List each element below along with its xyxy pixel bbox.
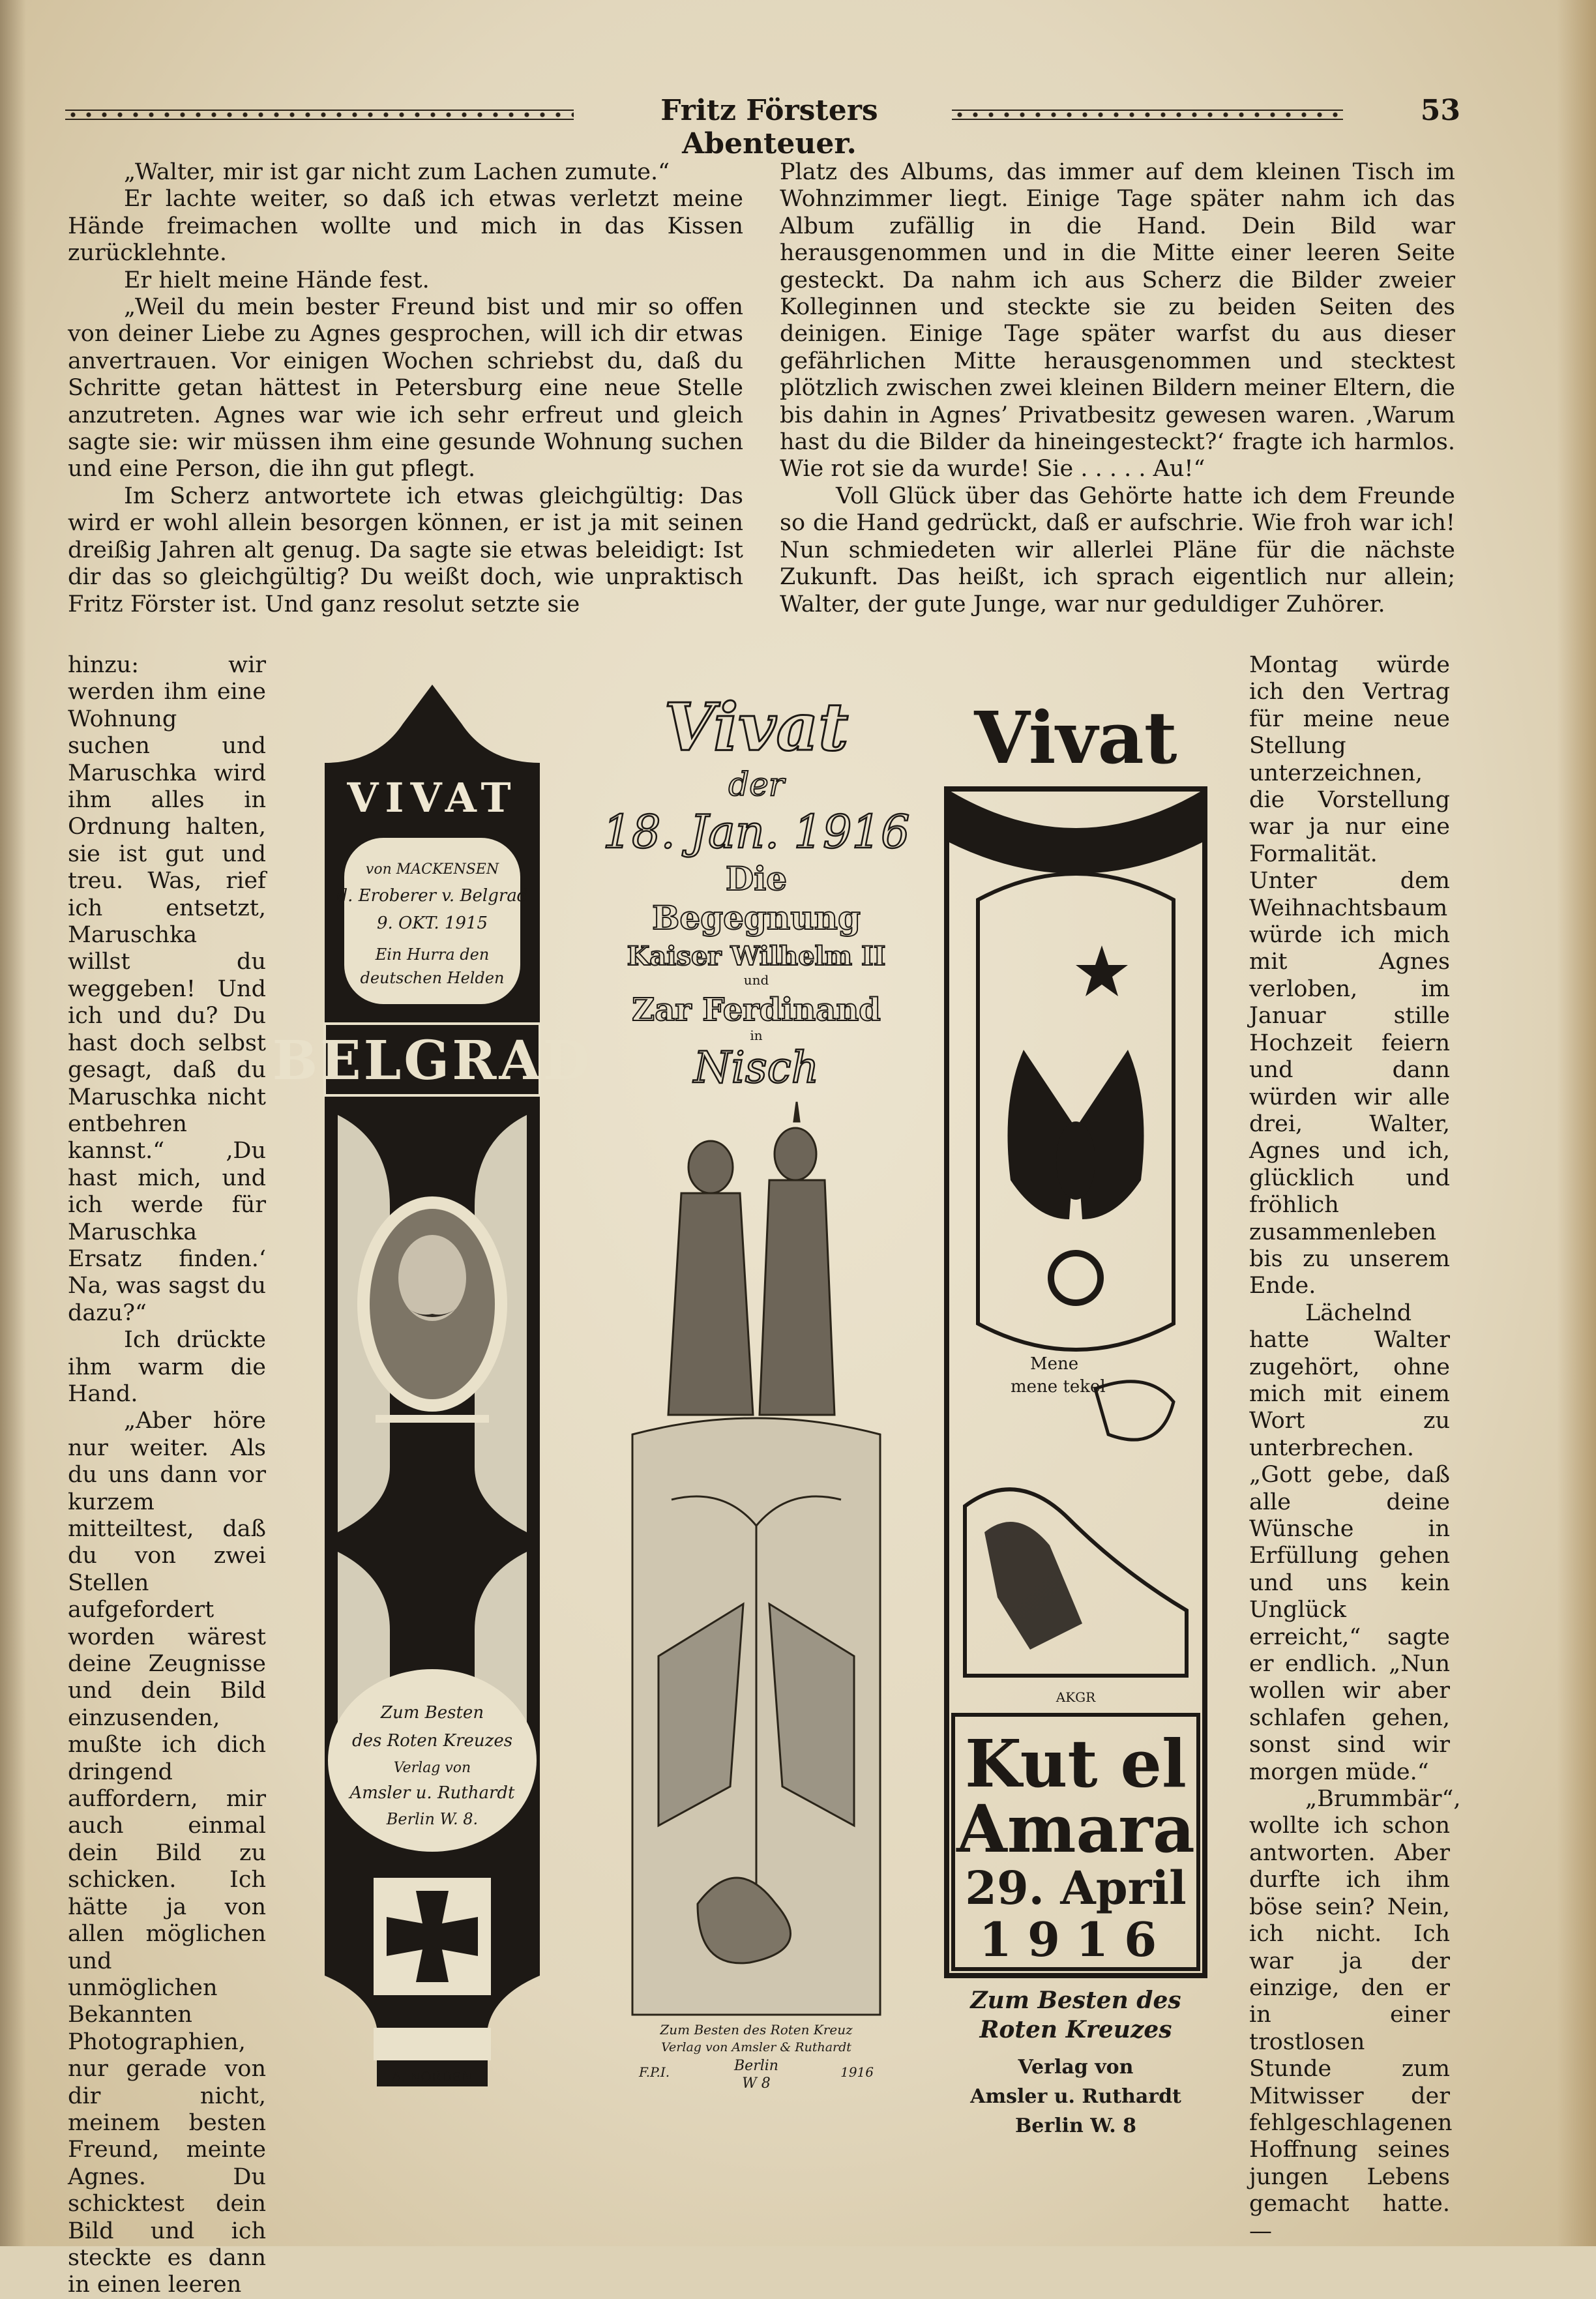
dedication-line: d. Eroberer v. Belgrad [336, 886, 528, 906]
dedication-line: Ein Hurra den [375, 945, 490, 964]
charity-line: Zum Besten [380, 1703, 484, 1723]
charity-line: des Roten Kreuzes [351, 1731, 513, 1751]
charity-line: Amsler u. Ruthardt [970, 2085, 1181, 2108]
dedication-line: von MACKENSEN [365, 861, 499, 878]
bookmark-vivat: Vivat [664, 689, 849, 765]
portrait-face [398, 1235, 466, 1321]
emblem-frame [978, 874, 1174, 1350]
bookmark-vivat: Vivat [974, 696, 1177, 780]
paragraph: Ich drückte ihm warm die Hand. [68, 1327, 266, 1407]
city-label: BELGRAD [272, 1030, 593, 1092]
paragraph: Im Scherz antwortete ich etwas gleichgültig: Das wird er wohl allein besorgen können, er ist ja mit seinen dreißig Jahren alt genug. Da sagte sie etwas beleidigt: Ist dir das so gleichgültig? Du weißt doch, wie unpraktisch Fritz Förster ist. Und ganz resolut setzte sie [68, 482, 743, 617]
charity-line: Zum Besten des [970, 1987, 1181, 2014]
paragraph: Montag würde ich den Vertrag für meine neue Stellung unterzeichnen, die Vorstellung war ja nur eine Formalität. Unter dem Weihnachtsbaum würde ich mich mit Agnes verloben, im Januar stille Hochzeit feiern und dann würden wir alle drei, Walter, Agnes und ich, glücklich und fröhlich zusammenleben bis zu unserem Ende. [1249, 652, 1450, 1299]
mene-line: Mene [1030, 1354, 1079, 1374]
charity-line: Zum Besten des Roten Kreuz [660, 2022, 853, 2038]
ornament-arch [947, 789, 1205, 874]
charity-line: Verlag von Amsler & Ruthardt [661, 2040, 851, 2054]
bookmark-der: der [728, 765, 784, 803]
artist-monogram: F.P.I. [639, 2064, 670, 2080]
header-ornament-right [952, 110, 1343, 120]
page-number: 53 [1420, 94, 1460, 127]
paragraph: Er hielt meine Hände fest. [124, 267, 430, 293]
event-line: und [743, 972, 769, 988]
column-left-top [68, 159, 743, 618]
event-line: Kaiser Wilhelm II [627, 941, 886, 972]
bookmark-belgrad [272, 685, 593, 2086]
column-right-top [780, 159, 1455, 618]
dedication-line: deutschen Helden [360, 969, 505, 987]
charity-line: Amsler u. Ruthardt [349, 1783, 515, 1803]
event-line: Nisch [693, 1043, 820, 1093]
charity-line: Roten Kreuzes [979, 2016, 1172, 2043]
place-line: Amara [956, 1790, 1195, 1867]
bookmark-date: 18. Jan. 1916 [602, 805, 910, 859]
eagle-icon [1008, 1050, 1144, 1303]
paragraph: „Weil du mein bester Freund bist und mir so offen von deiner Liebe zu Agnes gesprochen, will ich dir etwas anvertrauen. Vor einigen Wochen schriebst du, daß du Schritte getan hättest in Petersburg eine neue Stelle anzutreten. Agnes war wie ich sehr erfreut und gleich sagte sie: wir müssen ihm eine gesunde Wohnung suchen und eine Person, die ihn gut pflegt. [68, 294, 743, 482]
paragraph: Voll Glück über das Gehörte hatte ich dem Freunde so die Hand gedrückt, daß er aufschrie. Wie froh war ich! Nun schmiedeten wir allerlei Pläne für die nächste Zukunft. Das heißt, ich sprach eigentlich nur allein; Walter, der gute Junge, war nur geduldiger Zuhörer. [780, 482, 1455, 617]
monarchs-illustration [668, 1102, 835, 1415]
column-left-narrow [68, 652, 266, 2299]
running-header [65, 91, 1460, 160]
bookmark-kut-el-amara [939, 685, 1213, 2171]
mene-line: mene tekel [1011, 1377, 1106, 1397]
charity-line: Berlin [734, 2058, 778, 2074]
paragraph: Er lachte weiter, so daß ich etwas verletzt meine Hände freimachen wollte und mich in das Kissen zurücklehnte. [68, 186, 743, 267]
dedication-line: 9. OKT. 1915 [376, 913, 488, 933]
header-ornament-left [65, 110, 574, 120]
bookmark-signature: AKGR [1056, 1689, 1096, 1705]
bookmark-signature: A. NORDEN [391, 2069, 473, 2084]
kut-date: 29. April [965, 1861, 1187, 1915]
charity-line: Verlag von [393, 1760, 471, 1776]
charity-line: Verlag von [1018, 2056, 1134, 2079]
bookmark-vivat: VIVAT [347, 774, 518, 822]
charity-line: W 8 [742, 2075, 771, 2092]
event-line: Die [725, 859, 788, 898]
page-edge-shadow [0, 0, 26, 2246]
star-icon [1076, 945, 1128, 996]
writing-hand-icon [1095, 1382, 1174, 1440]
page-edge-stain [1557, 0, 1596, 2246]
place-line: Kut el [964, 1725, 1187, 1802]
paragraph: Lächelnd hatte Walter zugehört, ohne mich mit einem Wort zu unterbrechen. „Gott gebe, daß alle deine Wünsche in Erfüllung gehen und uns kein Unglück erreicht,“ sagte er endlich. „Nun wollen wir aber schlafen gehen, sonst sind wir morgen müde.“ [1249, 1299, 1450, 1785]
paragraph: „Aber höre nur weiter. Als du uns dann vor kurzem mitteiltest, daß du von zwei Stellen aufgefordert worden wärest deine Zeugnisse und dein Bild einzusenden, mußte ich dich dringend auffordern, mir auch einmal dein Bild zu schicken. Ich hätte ja von allen möglichen und unmöglichen Bekannten Photographien, nur gerade von dir nicht, meinem besten Freund, meinte Agnes. Du schicktest dein Bild und ich steckte es dann in einen leeren [68, 1408, 266, 2298]
lion-body [984, 1522, 1082, 1650]
charity-line: Berlin W. 8 [1014, 2114, 1137, 2137]
column-right-narrow [1249, 652, 1461, 2245]
running-title: Fritz Försters Abenteuer. [660, 94, 878, 160]
event-line: Begegnung [652, 898, 861, 937]
charity-line: Berlin W. 8. [386, 1810, 479, 1828]
bookmark-foot [374, 2028, 491, 2060]
paragraph: Platz des Albums, das immer auf dem kleinen Tisch im Wohnzimmer liegt. Einige Tage später nahm ich das Album zufällig in die Hand. Dein Bild war herausgenommen und in die Mitte einer leeren Seite gesteckt. Da nahm ich aus Scherz die Bilder zweier Kolleginnen und steckte sie zu beiden Seiten des deinigen. Einige Tage später warfst du aus dieser gefährlichen Mitte herausgenommen und stecktest plötzlich zwischen zwei kleinen Bildern meiner Eltern, die bis dahin in Agnes’ Privatbesitz gewesen waren. ‚Warum hast du die Bilder da hineingesteckt?‘ fragte ich harmlos. Wie rot sie da wurde! Sie . . . . . Au!“ [780, 159, 1455, 482]
bookmark-nisch [602, 678, 910, 2139]
artist-year: 1916 [840, 2064, 874, 2080]
ornament-bar [376, 1415, 489, 1423]
event-line: Zar Ferdinand [632, 992, 881, 1028]
paragraph: „Walter, mir ist gar nicht zum Lachen zumute.“ [124, 159, 670, 185]
paragraph: hinzu: wir werden ihm eine Wohnung suchen und Maruschka wird ihm alles in Ordnung halten, sie ist gut und treu. Was, rief ich entsetzt, Maruschka willst du weggeben! Und ich und du? Du hast doch selbst gesagt, daß du Maruschka nicht entbehren kannst.“ ‚Du hast mich, und ich werde für Maruschka Ersatz finden.‘ Na, was sagst du dazu?“ [68, 652, 266, 1326]
paragraph: „Brummbär“, wollte ich schon antworten. Aber durfte ich ihm böse sein? Nein, ich nicht. Ich war ja der einzige, den er in einer trostlosen Stunde zum Mitwisser der fehlgeschlagenen Hoffnung seines jungen Lebens gemacht hatte. — [1249, 1786, 1461, 2244]
event-line: in [750, 1028, 763, 1043]
kut-year: 1916 [979, 1912, 1173, 1967]
